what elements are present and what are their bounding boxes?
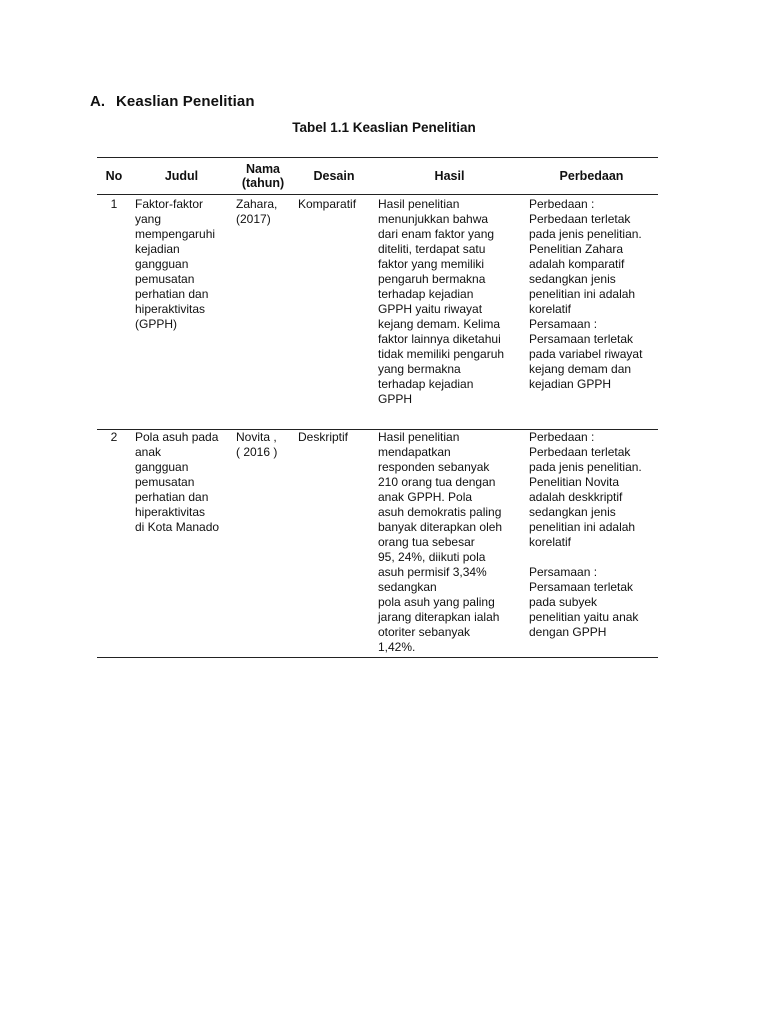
cell-no: 1 — [97, 195, 131, 430]
cell-hasil — [374, 430, 525, 658]
cell-line: anak — [135, 445, 162, 459]
section-title: Keaslian Penelitian — [116, 93, 255, 110]
header-nama-line2: (tahun) — [241, 176, 285, 190]
cell-desain: Komparatif — [294, 195, 374, 430]
table-row — [97, 195, 658, 430]
cell-line: Pola asuh pada — [135, 430, 219, 444]
cell-line: sedangkan — [378, 580, 437, 594]
table-row — [97, 430, 658, 658]
cell-nama — [232, 195, 294, 430]
cell-line: pola asuh yang paling — [378, 595, 495, 609]
cell-line: banyak diterapkan oleh — [378, 520, 503, 534]
cell-hasil — [374, 195, 525, 430]
cell-line: menunjukkan bahwa — [378, 212, 489, 226]
cell-line: asuh permisif 3,34% — [378, 565, 487, 579]
cell-line: yang — [135, 212, 162, 226]
cell-line: Penelitian Zahara — [529, 242, 624, 256]
table-header-row — [97, 158, 658, 195]
cell-line: pada jenis penelitian. — [529, 460, 642, 474]
cell-line: faktor lainnya diketahui — [378, 332, 501, 346]
cell-judul — [131, 430, 232, 658]
cell-line: adalah deskkriptif — [529, 490, 623, 504]
cell-line: Persamaan : — [529, 565, 598, 579]
cell-desain: Deskriptif — [294, 430, 374, 658]
cell-line: kejang demam dan — [529, 362, 632, 376]
cell-line: terhadap kejadian — [378, 377, 474, 391]
cell-line: dari enam faktor yang — [378, 227, 495, 241]
cell-line: Hasil penelitian — [378, 197, 460, 211]
cell-line: gangguan — [135, 257, 189, 271]
header-judul: Judul — [131, 158, 232, 195]
research-table — [97, 157, 658, 658]
cell-line: hiperaktivitas — [135, 302, 206, 316]
cell-line: ( 2016 ) — [236, 445, 278, 459]
cell-line: Hasil penelitian — [378, 430, 460, 444]
cell-line: mempengaruhi — [135, 227, 216, 241]
cell-line: otoriter sebanyak — [378, 625, 471, 639]
header-hasil: Hasil — [374, 158, 525, 195]
cell-line: mendapatkan — [378, 445, 451, 459]
cell-line: jarang diterapkan ialah — [378, 610, 500, 624]
cell-line: kejadian GPPH — [529, 377, 612, 391]
cell-line: dengan GPPH — [529, 625, 607, 639]
cell-line: korelatif — [529, 535, 572, 549]
cell-line: GPPH — [378, 392, 413, 406]
cell-line: kejadian — [135, 242, 180, 256]
cell-line: Perbedaan terletak — [529, 445, 631, 459]
cell-line: Persamaan terletak — [529, 580, 634, 594]
cell-line: (2017) — [236, 212, 271, 226]
cell-line: perhatian dan — [135, 287, 209, 301]
cell-line: anak GPPH. Pola — [378, 490, 473, 504]
cell-line: pada variabel riwayat — [529, 347, 643, 361]
cell-line: adalah komparatif — [529, 257, 625, 271]
cell-line: Perbedaan : — [529, 197, 595, 211]
cell-nama — [232, 430, 294, 658]
paragraph-gap — [529, 550, 654, 565]
cell-line: Faktor-faktor — [135, 197, 204, 211]
cell-line: perhatian dan — [135, 490, 209, 504]
cell-line: Novita , — [236, 430, 277, 444]
header-perbedaan: Perbedaan — [525, 158, 658, 195]
cell-perbedaan — [525, 195, 658, 430]
cell-line: Perbedaan : — [529, 430, 595, 444]
section-heading — [90, 93, 255, 110]
cell-line: Persamaan : — [529, 317, 598, 331]
cell-line: di Kota Manado — [135, 520, 220, 534]
cell-line: pada jenis penelitian. — [529, 227, 642, 241]
cell-line: Persamaan terletak — [529, 332, 634, 346]
cell-line: Zahara, — [236, 197, 278, 211]
cell-line: diteliti, terdapat satu — [378, 242, 486, 256]
cell-line: pengaruh bermakna — [378, 272, 486, 286]
cell-line: yang bermakna — [378, 362, 461, 376]
header-desain: Desain — [294, 158, 374, 195]
cell-perbedaan — [525, 430, 658, 658]
cell-line: (GPPH) — [135, 317, 177, 331]
cell-line: kejang demam. Kelima — [378, 317, 501, 331]
cell-line: 95, 24%, diikuti pola — [378, 550, 486, 564]
cell-line: sedangkan jenis — [529, 505, 616, 519]
cell-line: tidak memiliki pengaruh — [378, 347, 505, 361]
cell-line: pemusatan — [135, 272, 195, 286]
cell-line: sedangkan jenis — [529, 272, 616, 286]
cell-line: 210 orang tua dengan — [378, 475, 496, 489]
cell-line: Penelitian Novita — [529, 475, 620, 489]
cell-line: faktor yang memiliki — [378, 257, 485, 271]
cell-line: GPPH yaitu riwayat — [378, 302, 483, 316]
cell-line: pemusatan — [135, 475, 195, 489]
cell-line: 1,42%. — [378, 640, 416, 654]
cell-line: hiperaktivitas — [135, 505, 206, 519]
cell-line: terhadap kejadian — [378, 287, 474, 301]
cell-line: korelatif — [529, 302, 572, 316]
cell-line: orang tua sebesar — [378, 535, 475, 549]
cell-line: penelitian ini adalah — [529, 520, 636, 534]
header-nama — [232, 158, 294, 195]
cell-line: pada subyek — [529, 595, 598, 609]
section-letter: A. — [90, 93, 106, 110]
header-nama-line1: Nama — [245, 162, 281, 176]
header-no: No — [97, 158, 131, 195]
cell-no: 2 — [97, 430, 131, 658]
cell-judul — [131, 195, 232, 430]
table-caption: Tabel 1.1 Keaslian Penelitian — [292, 120, 476, 135]
cell-line: penelitian ini adalah — [529, 287, 636, 301]
cell-line: penelitian yaitu anak — [529, 610, 639, 624]
cell-line: gangguan — [135, 460, 189, 474]
cell-line: Perbedaan terletak — [529, 212, 631, 226]
cell-line: asuh demokratis paling — [378, 505, 502, 519]
cell-line: responden sebanyak — [378, 460, 490, 474]
